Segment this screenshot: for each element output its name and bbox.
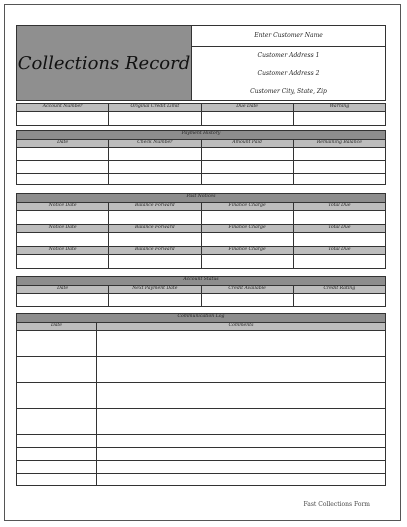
header-credit-limit: Original Credit Limit	[109, 104, 201, 111]
table-cell[interactable]	[97, 409, 385, 434]
header-balance-forward: Balance Forward	[109, 225, 201, 232]
table-cell[interactable]	[202, 294, 294, 306]
past-notices-section	[16, 193, 386, 269]
table-cell[interactable]	[202, 211, 294, 224]
payment-history-title: Payment History	[16, 130, 386, 139]
warning-field[interactable]	[294, 112, 385, 125]
header-date: Date	[17, 140, 109, 147]
table-cell[interactable]	[17, 174, 109, 184]
header-notice-date: Notice Date	[17, 247, 109, 254]
table-cell[interactable]	[202, 148, 294, 160]
header-amount-paid: Amount Paid	[202, 140, 294, 147]
table-cell[interactable]	[294, 161, 385, 173]
table-cell[interactable]	[97, 331, 385, 356]
header-check-number: Check Number	[109, 140, 201, 147]
communication-log-section	[16, 313, 386, 486]
header-account-number: Account Number	[17, 104, 109, 111]
table-cell[interactable]	[17, 474, 97, 485]
account-number-field[interactable]	[17, 112, 109, 125]
customer-name-field[interactable]: Enter Customer Name	[192, 26, 385, 47]
table-cell[interactable]	[97, 461, 385, 473]
table-cell[interactable]	[17, 435, 97, 447]
header-notice-date: Notice Date	[17, 203, 109, 210]
table-cell[interactable]	[109, 211, 201, 224]
table-cell[interactable]	[17, 148, 109, 160]
table-cell[interactable]	[202, 161, 294, 173]
table-cell[interactable]	[202, 255, 294, 268]
table-cell[interactable]	[109, 161, 201, 173]
table-cell[interactable]	[17, 409, 97, 434]
title-panel	[17, 26, 192, 100]
communication-log-title: Communication Log	[16, 313, 386, 322]
table-cell[interactable]	[294, 211, 385, 224]
table-cell[interactable]	[294, 148, 385, 160]
table-cell[interactable]	[109, 233, 201, 246]
table-cell[interactable]	[97, 474, 385, 485]
header-credit-available: Credit Available	[202, 286, 294, 293]
past-notices-title: Past Notices	[16, 193, 386, 202]
table-cell[interactable]	[202, 174, 294, 184]
table-cell[interactable]	[294, 294, 385, 306]
table-cell[interactable]	[17, 255, 109, 268]
header-finance-charge: Finance Charge	[202, 225, 294, 232]
table-cell[interactable]	[17, 161, 109, 173]
table-cell[interactable]	[17, 383, 97, 408]
form-title: Collections Record	[17, 52, 191, 74]
table-cell[interactable]	[97, 383, 385, 408]
header-log-date: Date	[17, 323, 97, 330]
table-cell[interactable]	[294, 174, 385, 184]
footer-text: Fast Collections Form	[303, 501, 370, 508]
table-cell[interactable]	[17, 461, 97, 473]
account-status-section	[16, 276, 386, 307]
customer-city-field[interactable]: Customer City, State, Zip	[250, 88, 327, 95]
header-comments: Comments	[228, 323, 254, 328]
table-cell[interactable]	[202, 233, 294, 246]
header-finance-charge: Finance Charge	[202, 247, 294, 254]
account-status-title: Account Status	[16, 276, 386, 285]
table-cell[interactable]	[109, 148, 201, 160]
table-cell[interactable]	[97, 435, 385, 447]
header-block	[16, 25, 386, 101]
account-section	[16, 103, 386, 126]
table-cell[interactable]	[294, 255, 385, 268]
customer-address2-field[interactable]: Customer Address 2	[257, 70, 320, 77]
table-cell[interactable]	[17, 211, 109, 224]
credit-limit-field[interactable]	[109, 112, 201, 125]
table-cell[interactable]	[97, 448, 385, 460]
customer-address1-field[interactable]: Customer Address 1	[257, 52, 320, 59]
customer-info	[192, 26, 385, 100]
table-cell[interactable]	[17, 357, 97, 382]
table-cell[interactable]	[17, 233, 109, 246]
table-cell[interactable]	[109, 255, 201, 268]
header-total-due: Total Due	[328, 225, 351, 230]
table-cell[interactable]	[109, 174, 201, 184]
table-cell[interactable]	[17, 448, 97, 460]
table-cell[interactable]	[17, 331, 97, 356]
header-notice-date: Notice Date	[17, 225, 109, 232]
due-date-field[interactable]	[202, 112, 294, 125]
header-warning: Warning	[329, 104, 350, 109]
header-due-date: Due Date	[202, 104, 294, 111]
table-cell[interactable]	[17, 294, 109, 306]
table-cell[interactable]	[109, 294, 201, 306]
header-total-due: Total Due	[328, 203, 351, 208]
header-balance-forward: Balance Forward	[109, 203, 201, 210]
header-remaining-balance: Remaining Balance	[316, 140, 362, 145]
header-next-payment-date: Next Payment Date	[109, 286, 201, 293]
header-balance-forward: Balance Forward	[109, 247, 201, 254]
header-finance-charge: Finance Charge	[202, 203, 294, 210]
table-cell[interactable]	[97, 357, 385, 382]
payment-history-section	[16, 130, 386, 185]
table-cell[interactable]	[294, 233, 385, 246]
form-page	[4, 4, 401, 521]
header-total-due: Total Due	[328, 247, 351, 252]
header-credit-rating: Credit Rating	[323, 286, 356, 291]
header-status-date: Date	[17, 286, 109, 293]
